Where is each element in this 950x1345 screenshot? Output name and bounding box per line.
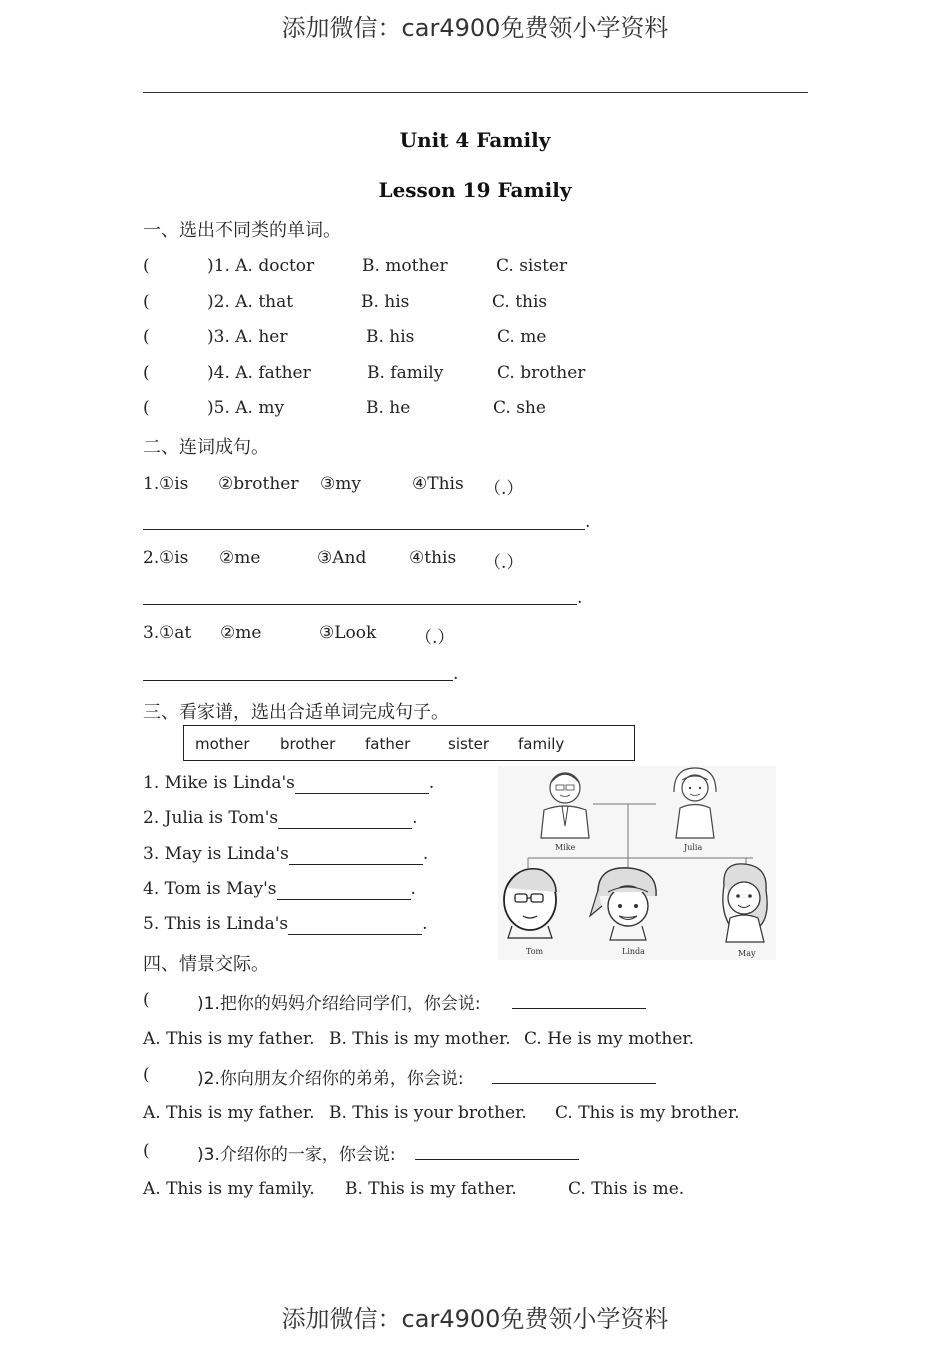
fill-sentence: 5. This is Linda's .: [143, 914, 428, 934]
fill-sentence: 4. Tom is May's .: [143, 879, 416, 899]
section4-heading: 四、情景交际。: [143, 954, 269, 975]
word-bank-item: father: [365, 735, 411, 753]
blank-input[interactable]: [277, 879, 411, 900]
section1-heading: 一、选出不同类的单词。: [143, 220, 341, 241]
tom-portrait: [504, 869, 556, 938]
answer-line[interactable]: [415, 1159, 579, 1160]
section2-heading: 二、连词成句。: [143, 437, 269, 458]
answer-line[interactable]: [143, 529, 585, 530]
blank-input[interactable]: [278, 808, 412, 829]
header-rule: [143, 92, 808, 93]
linda-label: Linda: [622, 947, 645, 956]
word-bank-item: family: [518, 735, 565, 753]
word-bank-item: mother: [195, 735, 250, 753]
word-bank-item: brother: [280, 735, 336, 753]
answer-line[interactable]: [512, 1008, 646, 1009]
blank-input[interactable]: [288, 914, 422, 935]
may-portrait: [723, 864, 767, 942]
blank-input[interactable]: [289, 844, 423, 865]
may-label: May: [738, 949, 756, 958]
lesson-title: Lesson 19 Family: [378, 178, 572, 202]
fill-sentence: 1. Mike is Linda's .: [143, 773, 435, 793]
family-tree-figure: [498, 766, 776, 960]
word-bank: [183, 725, 635, 761]
fill-sentence: 3. May is Linda's .: [143, 844, 429, 864]
section3-heading: 三、看家谱，选出合适单词完成句子。: [143, 702, 449, 723]
watermark-bottom: 添加微信：car4900免费领小学资料: [281, 1305, 669, 1333]
mike-label: Mike: [555, 843, 576, 852]
answer-line[interactable]: [143, 680, 453, 681]
tom-label: Tom: [526, 947, 544, 956]
end-mark: .: [577, 588, 583, 608]
answer-line[interactable]: [143, 604, 577, 605]
answer-line[interactable]: [492, 1083, 656, 1084]
blank-input[interactable]: [295, 773, 429, 794]
julia-label: Julia: [684, 843, 703, 852]
watermark-top: 添加微信：car4900免费领小学资料: [281, 14, 669, 42]
unit-title: Unit 4 Family: [399, 128, 551, 152]
word-bank-item: sister: [448, 735, 490, 753]
fill-sentence: 2. Julia is Tom's .: [143, 808, 418, 828]
end-mark: .: [453, 664, 459, 684]
end-mark: .: [585, 512, 591, 532]
